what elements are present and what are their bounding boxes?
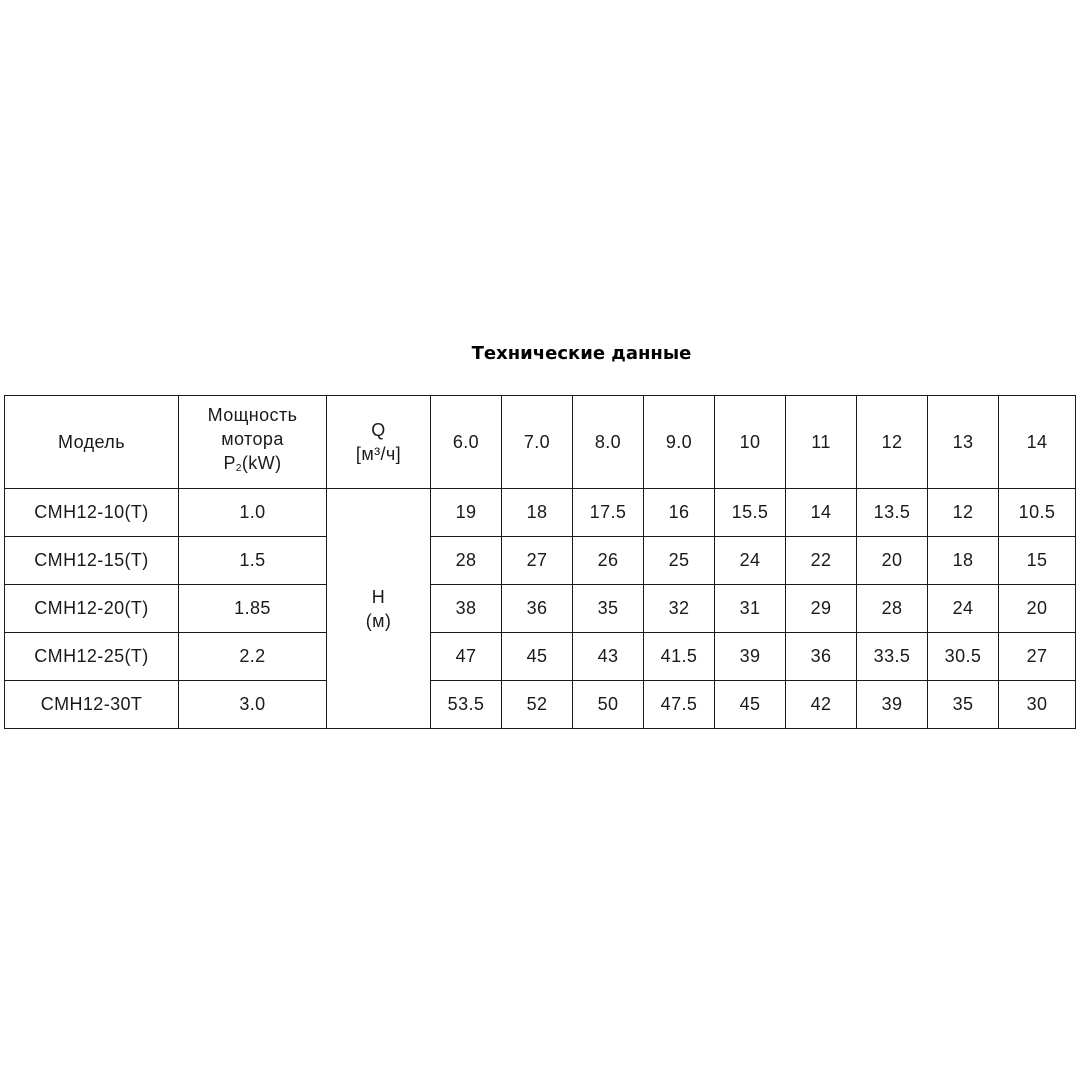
head-value-cell: 22 <box>786 537 857 585</box>
head-value-cell: 24 <box>928 585 999 633</box>
header-flow-value: 13 <box>928 396 999 489</box>
head-value-cell: 43 <box>573 633 644 681</box>
page-title: Технические данные <box>471 343 692 364</box>
head-value-cell: 31 <box>715 585 786 633</box>
head-value-cell: 33.5 <box>857 633 928 681</box>
power-cell: 1.0 <box>179 489 327 537</box>
header-power-p: P <box>223 453 236 473</box>
header-model <box>5 396 179 489</box>
power-cell: 2.2 <box>179 633 327 681</box>
table-row <box>5 585 1076 633</box>
power-cell: 1.85 <box>179 585 327 633</box>
header-model-label: Модель <box>57 431 125 452</box>
head-value-cell: 35 <box>573 585 644 633</box>
head-label-cell <box>327 489 431 729</box>
table-row <box>5 633 1076 681</box>
header-power-line1: Мощность <box>207 405 298 425</box>
head-value-cell: 45 <box>715 681 786 729</box>
head-value-cell: 29 <box>786 585 857 633</box>
header-power-sub: 2 <box>235 463 242 474</box>
head-value-cell: 38 <box>431 585 502 633</box>
head-label-symbol: H <box>371 586 386 607</box>
model-cell: CMH12-25(T) <box>5 633 179 681</box>
head-value-cell: 28 <box>857 585 928 633</box>
head-value-cell: 41.5 <box>644 633 715 681</box>
header-power <box>179 396 327 489</box>
header-flow-value: 9.0 <box>644 396 715 489</box>
table-row <box>5 489 1076 537</box>
head-value-cell: 19 <box>431 489 502 537</box>
head-value-cell: 35 <box>928 681 999 729</box>
head-value-cell: 47.5 <box>644 681 715 729</box>
head-value-cell: 39 <box>857 681 928 729</box>
header-flow-value: 11 <box>786 396 857 489</box>
head-value-cell: 36 <box>786 633 857 681</box>
header-power-line2: мотора <box>221 429 284 449</box>
head-value-cell: 39 <box>715 633 786 681</box>
model-cell: CMH12-30T <box>5 681 179 729</box>
power-cell: 3.0 <box>179 681 327 729</box>
power-cell: 1.5 <box>179 537 327 585</box>
header-flow-symbol: Q <box>371 420 386 440</box>
head-value-cell: 24 <box>715 537 786 585</box>
head-value-cell: 18 <box>928 537 999 585</box>
head-value-cell: 15 <box>999 537 1076 585</box>
head-value-cell: 53.5 <box>431 681 502 729</box>
head-value-cell: 18 <box>502 489 573 537</box>
model-cell: CMH12-15(T) <box>5 537 179 585</box>
header-flow-value: 10 <box>715 396 786 489</box>
head-value-cell: 30.5 <box>928 633 999 681</box>
model-cell: CMH12-10(T) <box>5 489 179 537</box>
head-value-cell: 25 <box>644 537 715 585</box>
head-value-cell: 20 <box>999 585 1076 633</box>
header-power-line3 <box>179 451 326 481</box>
head-value-cell: 36 <box>502 585 573 633</box>
header-flow-unit: [м³/ч] <box>355 444 402 464</box>
header-flow-value: 14 <box>999 396 1076 489</box>
head-value-cell: 27 <box>502 537 573 585</box>
table-row <box>5 681 1076 729</box>
head-value-cell: 50 <box>573 681 644 729</box>
spec-table <box>4 395 1076 729</box>
head-value-cell: 15.5 <box>715 489 786 537</box>
head-value-cell: 14 <box>786 489 857 537</box>
model-cell: CMH12-20(T) <box>5 585 179 633</box>
head-value-cell: 10.5 <box>999 489 1076 537</box>
head-value-cell: 52 <box>502 681 573 729</box>
head-value-cell: 28 <box>431 537 502 585</box>
head-value-cell: 45 <box>502 633 573 681</box>
head-value-cell: 12 <box>928 489 999 537</box>
head-value-cell: 16 <box>644 489 715 537</box>
header-flow-value: 7.0 <box>502 396 573 489</box>
header-flow-value: 8.0 <box>573 396 644 489</box>
head-value-cell: 17.5 <box>573 489 644 537</box>
header-flow-value: 12 <box>857 396 928 489</box>
head-value-cell: 30 <box>999 681 1076 729</box>
head-value-cell: 47 <box>431 633 502 681</box>
table-header-row <box>5 396 1076 489</box>
table-row <box>5 537 1076 585</box>
header-power-unit: (kW) <box>241 453 282 473</box>
head-value-cell: 20 <box>857 537 928 585</box>
head-value-cell: 13.5 <box>857 489 928 537</box>
head-value-cell: 27 <box>999 633 1076 681</box>
head-value-cell: 26 <box>573 537 644 585</box>
head-value-cell: 42 <box>786 681 857 729</box>
header-flow-value: 6.0 <box>431 396 502 489</box>
head-value-cell: 32 <box>644 585 715 633</box>
header-flow <box>327 396 431 489</box>
head-label-unit: (м) <box>365 610 392 631</box>
